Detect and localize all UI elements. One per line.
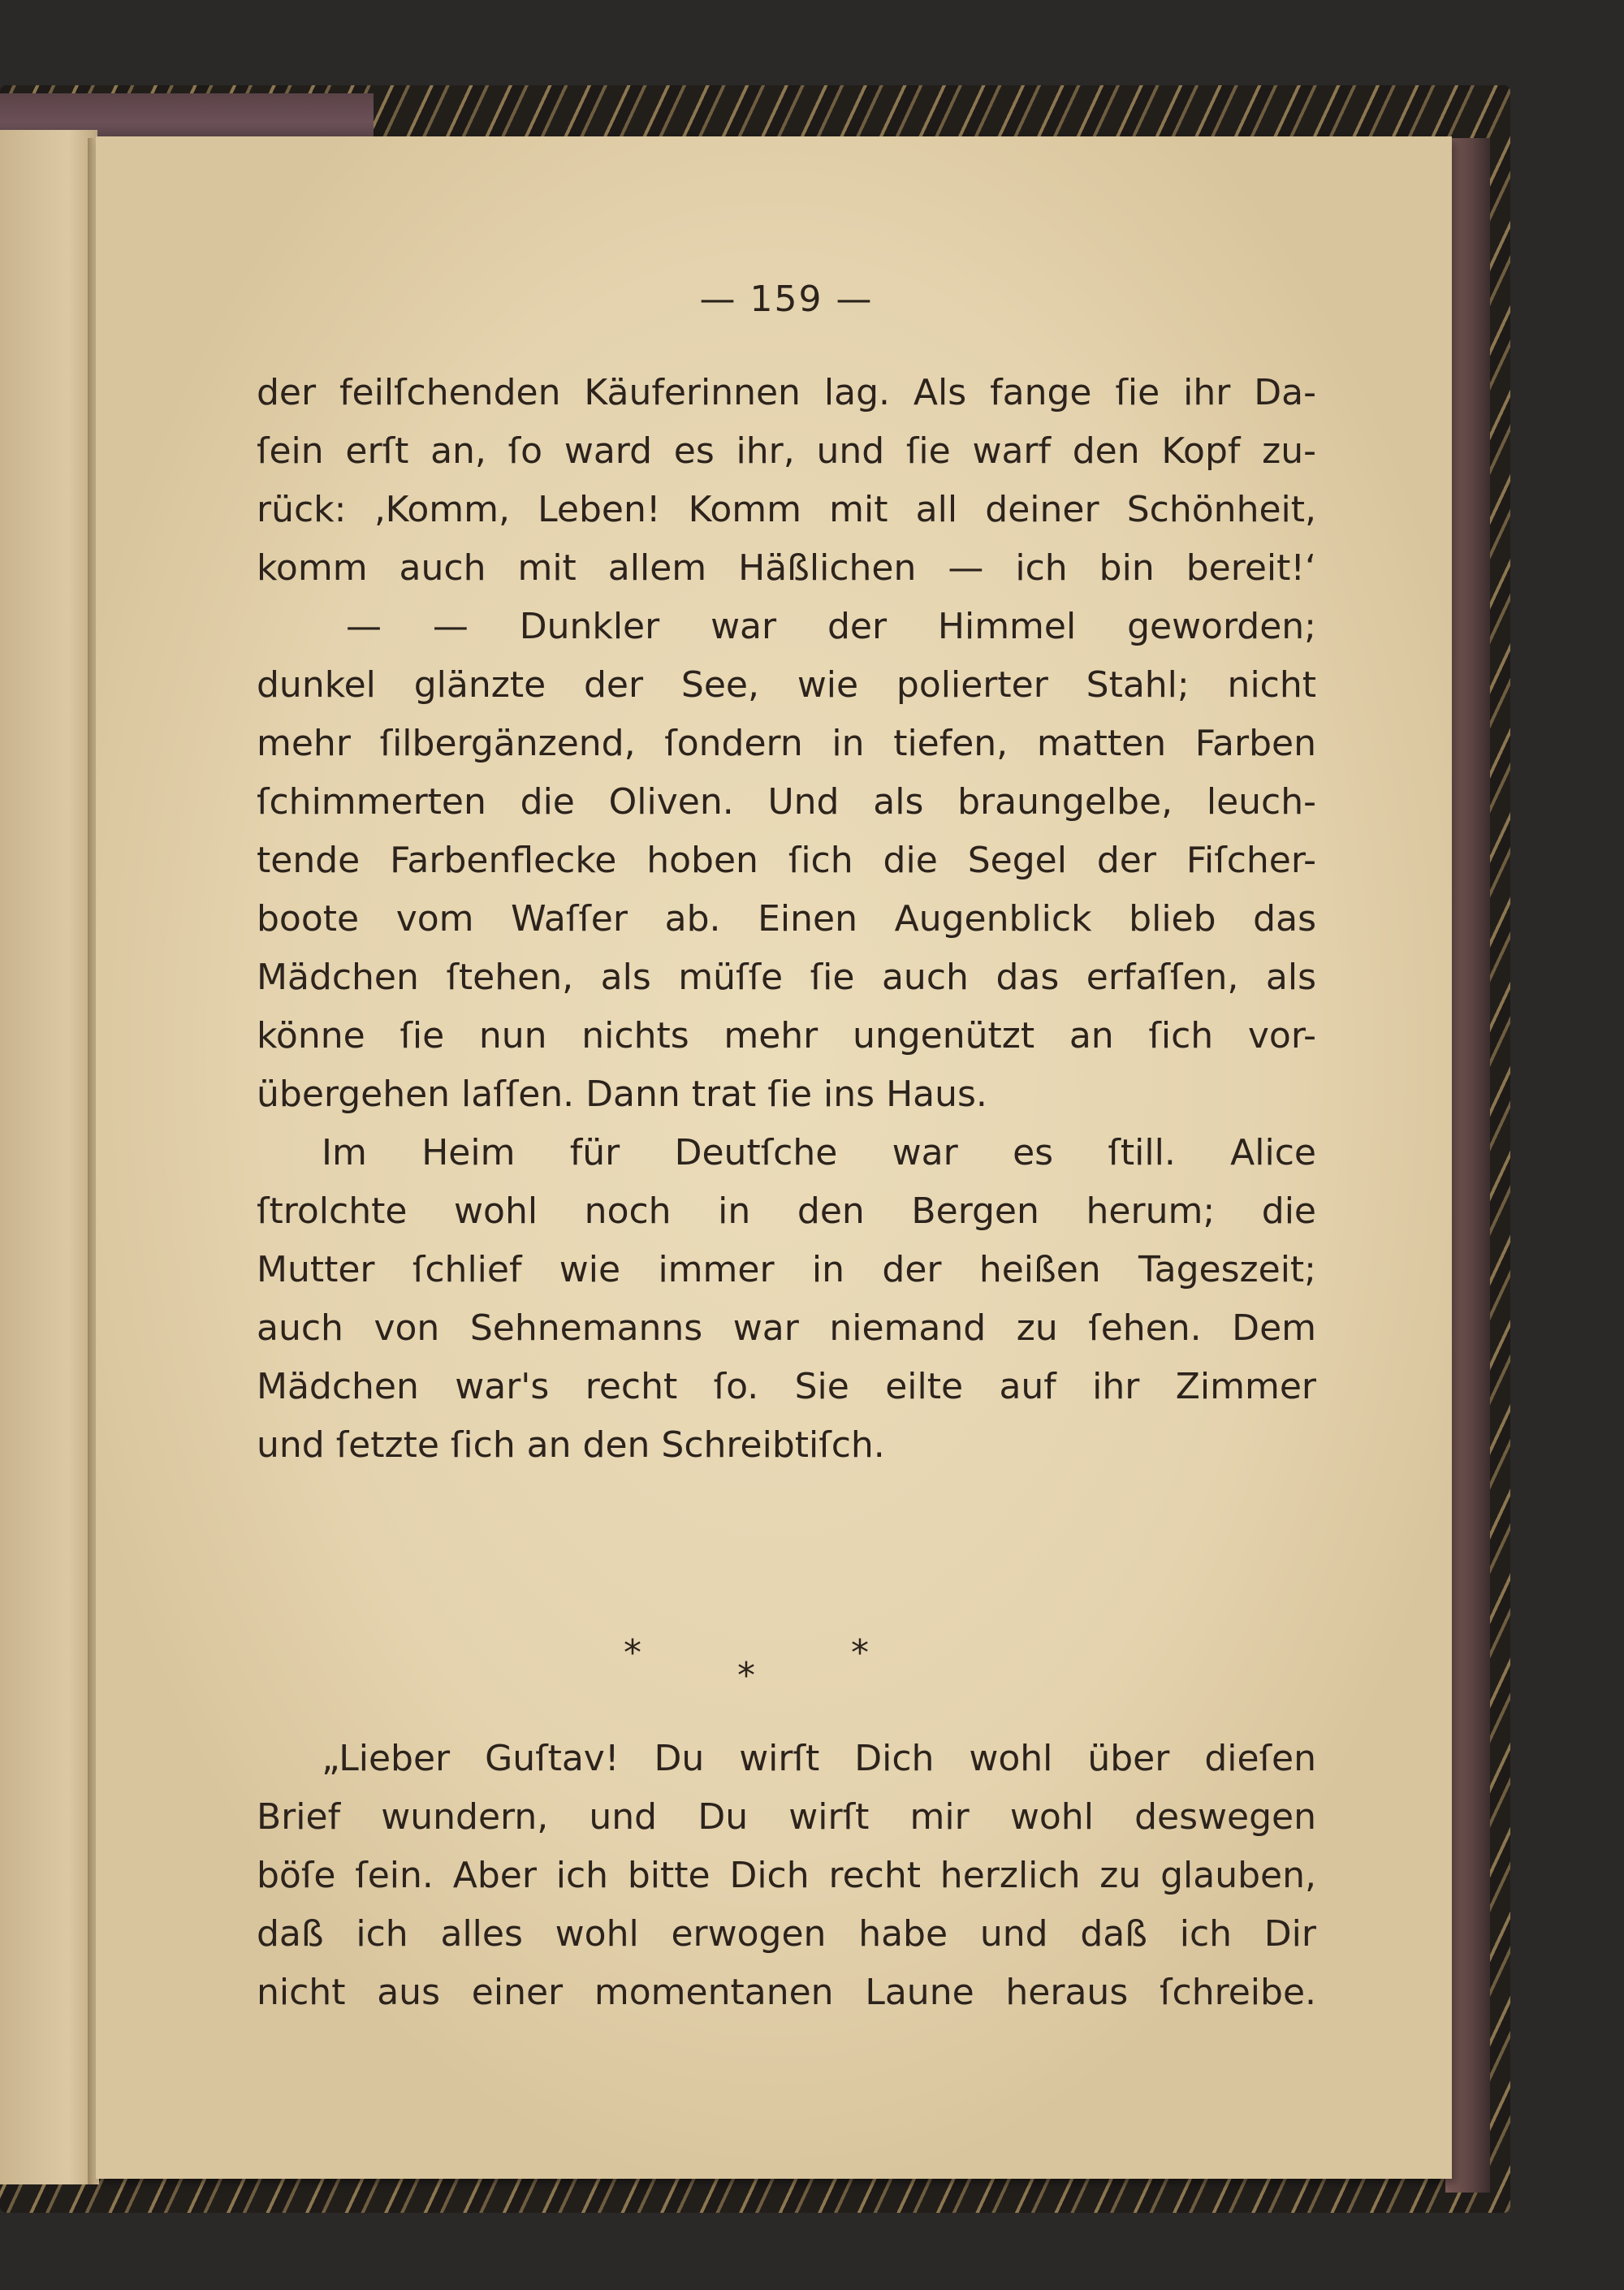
asterisk: * (737, 1655, 755, 1696)
text-line: komm auch mit allem Häßlichen — ich bin bereit!‘ (257, 547, 1316, 589)
book-page (96, 136, 1452, 2179)
text-line: ſchimmerten die Oliven. Und als braungelbe, leuch- (257, 781, 1316, 823)
text-line: könne ſie nun nichts mehr ungenützt an ſich vor- (257, 1015, 1316, 1056)
text-line: boote vom Waſſer ab. Einen Augenblick blieb das (257, 898, 1316, 940)
body-text (257, 364, 1316, 1475)
letter-text (257, 1730, 1316, 2022)
text-line: „Lieber Guſtav! Du wirſt Dich wohl über dieſen (322, 1738, 1316, 1779)
text-line: auch von Sehnemanns war niemand zu ſehen. Dem (257, 1307, 1316, 1349)
text-line: ſtrolchte wohl noch in den Bergen herum; die (257, 1190, 1316, 1232)
text-line: Mädchen ſtehen, als müſſe ſie auch das erfaſſen, als (257, 957, 1316, 998)
text-line: tende Farbenflecke hoben ſich die Segel der Fiſcher- (257, 840, 1316, 881)
facing-page (0, 130, 97, 2184)
text-line: Im Heim für Deutſche war es ſtill. Alice (322, 1132, 1316, 1173)
page-text-area (257, 136, 1316, 2179)
text-line: Brief wundern, und Du wirſt mir wohl deswegen (257, 1796, 1316, 1838)
text-line: übergehen laſſen. Dann trat ſie ins Haus. (257, 1074, 987, 1115)
text-line: nicht aus einer momentanen Laune heraus ſchreibe. (257, 1972, 1316, 2013)
page-number: — 159 — (699, 279, 874, 320)
section-asterism (257, 1632, 1316, 1705)
text-line: und ſetzte ſich an den Schreibtiſch. (257, 1424, 885, 1466)
text-line: ſein erſt an, ſo ward es ihr, und ſie warf den Kopf zu- (257, 430, 1316, 472)
text-line: — — Dunkler war der Himmel geworden; (346, 606, 1316, 647)
asterisk: * (624, 1632, 641, 1674)
text-line: mehr ſilbergänzend, ſondern in tiefen, matten Farben (257, 723, 1316, 764)
text-line: Mutter ſchlief wie immer in der heißen Tageszeit; (257, 1249, 1316, 1290)
asterisk: * (851, 1632, 869, 1674)
text-line: Mädchen war's recht ſo. Sie eilte auf ihr Zimmer (257, 1366, 1316, 1407)
text-line: der feilſchenden Käuferinnen lag. Als fange ſie ihr Da- (257, 372, 1316, 413)
cover-edge (1445, 138, 1490, 2193)
text-line: daß ich alles wohl erwogen habe und daß ich Dir (257, 1913, 1316, 1955)
text-line: rück: ‚Komm, Leben! Komm mit all deiner Schönheit, (257, 489, 1316, 530)
text-line: dunkel glänzte der See, wie polierter Stahl; nicht (257, 664, 1316, 706)
text-line: böſe ſein. Aber ich bitte Dich recht herzlich zu glauben, (257, 1855, 1316, 1896)
